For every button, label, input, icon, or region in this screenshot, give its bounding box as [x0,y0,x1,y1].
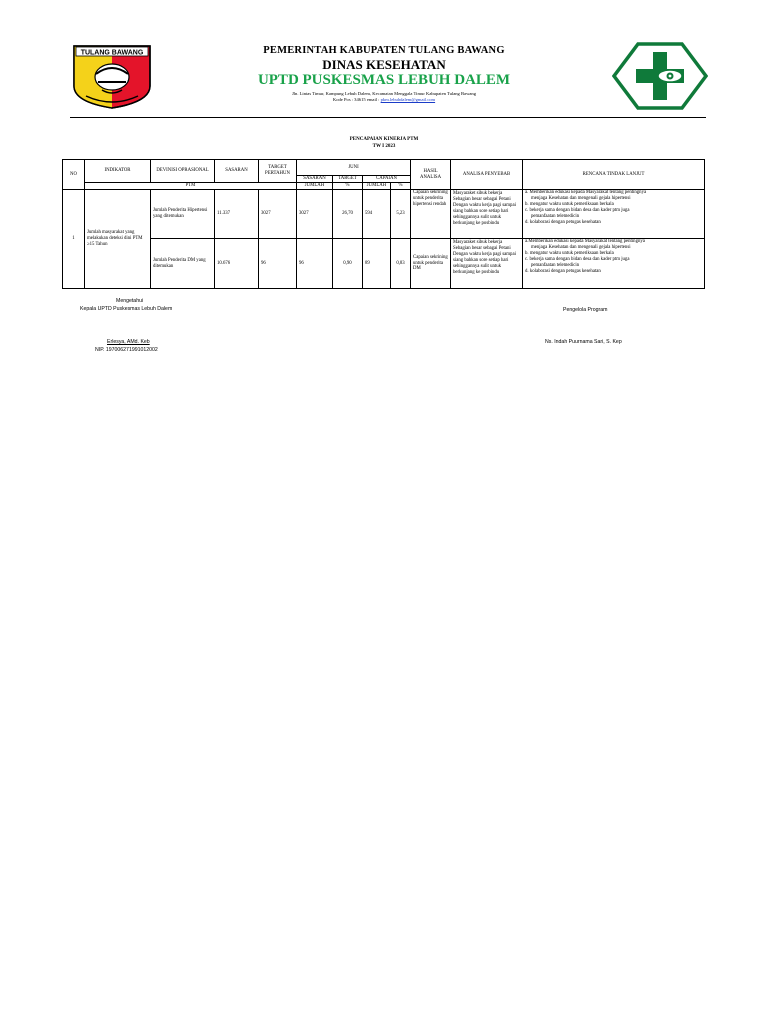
cell-definisi: Jumlah Penderita DM yang ditemukan [151,239,215,289]
header-juni: JUNI [297,160,411,176]
subheader-jumlah-capaian: JUMLAH [363,183,391,190]
header-analisa-penyebab: ANALISA PENYEBAB [451,160,523,190]
department-name: DINAS KESEHATAN [322,57,446,72]
signature-heading-left: Mengetahui [116,298,144,304]
subheader-target: TARGET [333,176,363,183]
subheader-pct-capaian: % [391,183,411,190]
plan-item: b. mengatur waktu untuk pemeriksaan berkala [525,250,614,256]
plan-item: menjaga Kesehatan dan mengenali gejala hipertensi [531,244,631,250]
subheader-sasaran: SASARAN [297,176,333,183]
table-row [63,190,705,239]
header-definisi: DEVINISI OPRASIONAL [151,160,215,183]
plan-item: pemanfaatan telemedicin [531,262,580,268]
subheader-jumlah: JUMLAH [297,183,333,190]
cell-juni-target: 26,70 [333,190,363,239]
cell-sasaran: 10.676 [215,239,259,289]
cell-analisa-penyebab: Masyaraket sibuk bekerja Sebagian besar sebagai Petani Dengan waktu kerja pagi sampai siang bahkan sore setiap hari sehinggannya sulit untuk berkunjang ke posbindu [451,190,523,239]
cell-capaian-jumlah: 89 [363,239,391,289]
signature-title-right: Pengelola Program [563,307,608,313]
signature-title-left: Kepala UPTD Puskesmas Lebuh Dalem [80,306,173,312]
cell-juni-sasaran: 3027 [297,190,333,239]
header-target-pertahun: TARGET PERTAHUN [259,160,297,183]
emblem-banner-text: TULANG BAWANG [80,49,144,57]
cell-hasil-analisa: Capaian sekrining untuk penderita hipertensi rendah [411,190,451,239]
row-number: 1 [63,190,85,289]
plan-item: menjaga Kesehatan dan mengenali gejala hipertensi [531,195,631,201]
header-hasil-analisa: HASIL ANALISA [411,160,451,190]
puskesmas-logo [612,42,708,110]
cell-juni-target: 0,90 [333,239,363,289]
cell-definisi: Jumlah Penderita Hipertensi yang ditemukan [151,190,215,239]
signature-name-left: Erlesya, AMd. Keb [107,339,150,345]
row-indikator: Jumlah masyarakat yang melakukan deteksi dini PTM ≥15 Tahun [85,190,151,289]
cell-target: 3027 [259,190,297,239]
plan-item: d. kolaborasi dengan petugas kesehatan [525,219,601,225]
group-label-ptm: PTM [85,183,297,190]
ptm-performance-table [62,159,705,289]
report-title: PENCAPAIAN KINERJA PTM [349,137,419,142]
cell-juni-sasaran: 96 [297,239,333,289]
signature-name-right: Ns. Indah Puurnama Sari, S. Kep [545,339,622,345]
cell-target: 96 [259,239,297,289]
government-name: PEMERINTAH KABUPATEN TULANG BAWANG [263,45,505,56]
email-link[interactable]: pkm.lebuhdalem@gmail.com [380,97,436,102]
letterhead-divider [70,117,706,118]
address-line: Jln. Lintas Timur, Kampung Lebuh Dalem, Kecamatan Menggala Timur Kabupaten Tulang Bawang [291,91,477,96]
header-no: NO [63,160,85,190]
signature-nip-left: NIP. 197006271991012002 [95,347,158,353]
cell-rencana-tindak-lanjut [523,190,705,239]
cell-capaian-pct: 0,83 [391,239,411,289]
plan-item: d. kolaborasi dengan petugas kesehatan [525,268,601,274]
report-period: TW I 2023 [372,144,396,149]
cell-capaian-jumlah: 594 [363,190,391,239]
cell-sasaran: 11.337 [215,190,259,239]
plan-item: pemanfaatan telemedicin [531,213,580,219]
header-indikator: INDIKATOR [85,160,151,183]
table-row [63,239,705,289]
header-rencana-tindak-lanjut: RENCANA TINDAK LANJUT [523,160,705,190]
subheader-pct: % [333,183,363,190]
cell-hasil-analisa: Capaian sekrining untuk penderita DM [411,239,451,289]
plan-item: a.Memberikan edukasi kepada Masyarakat tentang pentingnya [525,239,645,244]
plan-item: c. bekerja sama dengan bidan desa dan kader ptm juga [525,256,630,262]
plan-item: a. Memberikan edukasi kepada Masyarakat tentang pentingnya [525,190,647,195]
cell-capaian-pct: 5,23 [391,190,411,239]
plan-item: c. bekerja sama dengan bidan desa dan kader ptm juga [525,207,630,213]
cell-analisa-penyebab: Masyaraket sibuk bekerja Sebagian besar sebagai Petani Dengan waktu kerja pagi sampai siang bahkan sore setiap hari sehinggannya sulit untuk berkunjang ke posbindu [451,239,523,289]
institution-name: UPTD PUSKESMAS LEBUH DALEM [257,72,511,88]
cell-rencana-tindak-lanjut [523,239,705,289]
subheader-capaian: CAPAIAN [363,176,411,183]
plan-item: b. mengatur waktu untuk pemeriksaan berkala [525,201,614,207]
header-sasaran: SASARAN [215,160,259,183]
postal-code-text: Kode Pos : 34615 email : [332,97,381,102]
